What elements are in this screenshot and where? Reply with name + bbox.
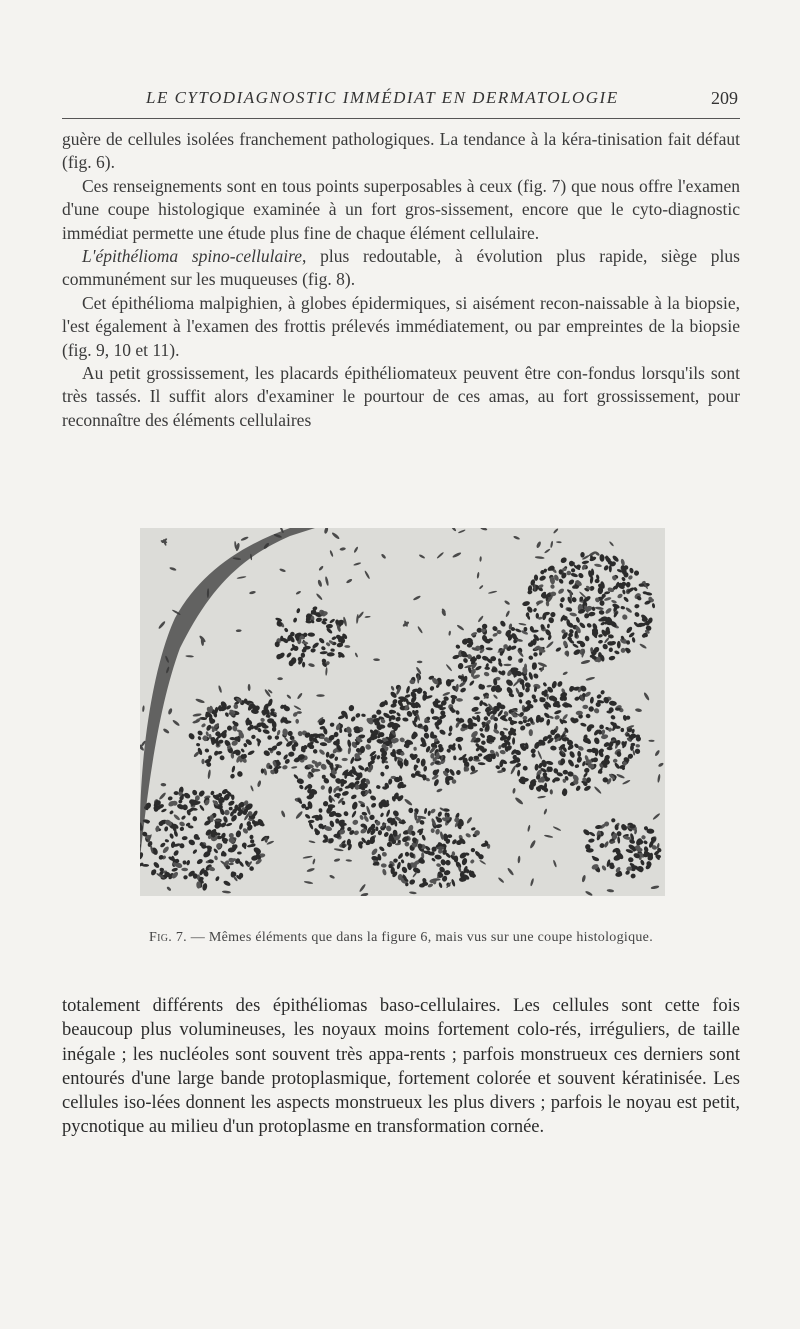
caption-text: — Mêmes éléments que dans la figure 6, mais vus sur une coupe histologique. xyxy=(186,930,653,945)
paragraph: guère de cellules isolées franchement pathologiques. La tendance à la kéra-tinisation fait défaut (fig. 6). xyxy=(62,129,740,173)
page-number: 209 xyxy=(711,88,738,108)
paragraph xyxy=(62,245,740,292)
header-rule xyxy=(62,118,740,119)
paragraph: Ces renseignements sont en tous points superposables à ceux (fig. 7) que nous offre l'examen d'une coupe histologique examinée à un fort gros-sissement, encore que le cyto-diagnostic immédiat permette une étude plus fine de chaque élément cellulaire. xyxy=(62,175,740,243)
italic-term: L'épithélioma spino-cellulaire xyxy=(82,246,302,267)
running-title: LE CYTODIAGNOSTIC IMMÉDIAT EN DERMATOLOGIE xyxy=(146,88,619,107)
caption-label: Fig. 7. xyxy=(149,930,187,945)
running-header xyxy=(60,88,740,114)
paragraph: Cet épithélioma malpighien, à globes épidermiques, si aisément recon-naissable à la biopsie, l'est également à l'examen des frottis prélevés immédiatement, ou par empreintes de la biopsie (fig. 9, 10 et 11). xyxy=(62,292,740,360)
paragraph-rest: , plus redoutable, à évolution plus rapide, siège plus communément sur les muqueuses (fig. 8). xyxy=(62,246,740,290)
text-block-bottom xyxy=(62,994,740,1140)
paragraph: totalement différents des épithéliomas baso-cellulaires. Les cellules sont cette fois beaucoup plus volumineuses, les noyaux moins fortement colo-rés, irréguliers, de taille inégale ; les nucléoles sont souvent très appa-rents ; parfois monstrueux ces derniers sont entourés d'une large bande protoplasmique, fortement colorée et souvent kératinisée. Les cellules iso-lées donnent les aspects monstrueux les plus divers ; parfois le noyau est petit, pycnotique au milieu d'un protoplasme en transformation cornée. xyxy=(62,996,740,1138)
paragraph: Au petit grossissement, les placards épithéliomateux peuvent être con-fondus lorsqu'ils sont très tassés. Il suffit alors d'examiner le pourtour de ces amas, au fort grossissement, pour reconnaître des éléments cellulaires xyxy=(62,363,740,430)
micrograph-image xyxy=(140,528,665,896)
text-block-top xyxy=(62,128,740,432)
figure-caption xyxy=(62,930,740,946)
histology-figure xyxy=(140,528,665,896)
